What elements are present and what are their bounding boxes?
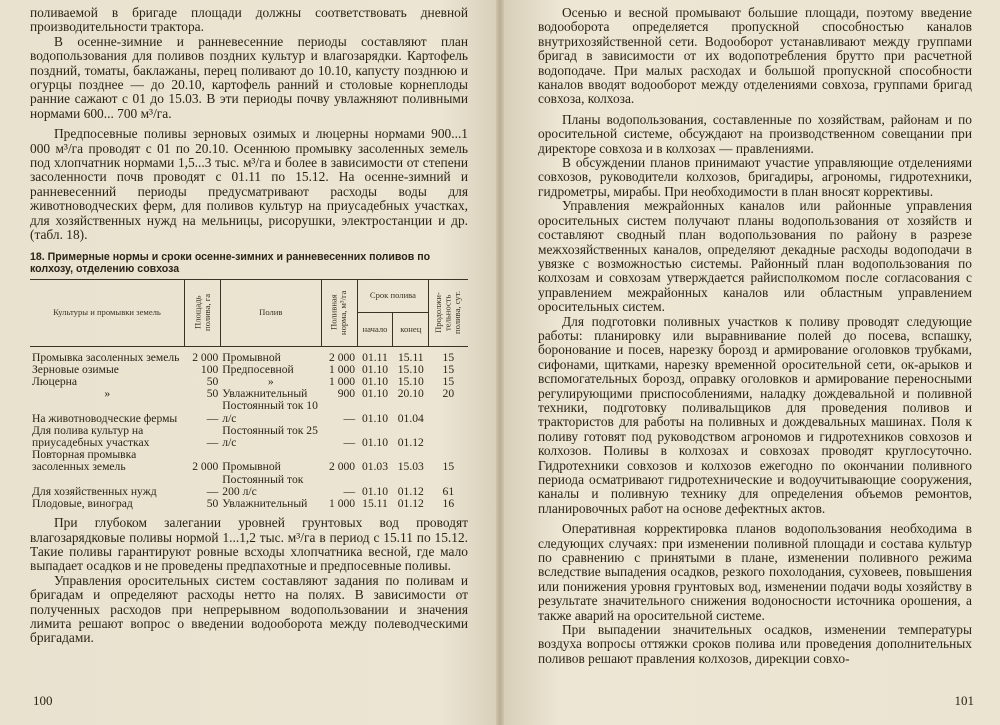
table-caption: 18. Примерные нормы и сроки осенне-зимних и ранневесенних поливов по колхозу, отделению совхоза (30, 250, 431, 275)
right-paragraph-6: Оперативная корректировка планов водопользования необходима в следующих случаях: при изменении поливной площади и состава культур по сравнению с принятыми в плане, изменении поливного режима вследствие выпадения осадков, резкого похолодания, суховеев, повышения или понижения уровня грунтовых вод, изменении подачи воды хозяйству в результате значительного снижения водоносности источника орошения, а также аварий на оросительной системе. (538, 521, 972, 623)
header-duration: Продолжи-тельность полива, сут. (429, 279, 468, 346)
table-row: » 50 Увлажнительный 900 01.10 20.10 20 (104, 387, 455, 401)
left-paragraph-1: поливаемой в бригаде площади должны соответствовать дневной производительности трактора. (30, 5, 468, 35)
header-end: конец (393, 313, 429, 347)
right-paragraph-1: Осенью и весной промывают большие площади, поэтому введение водооборота определяется пропускной способностью каналов внутрихозяйственной сети. Водооборот устанавливают между группами бригад в зависимости от их водопотребления брутто при расчетной водоподаче. При малых расходах и большой пропускной способности каналов вводят водооборот между отделениями совхоза, группами бригад совхоза, колхоза. (538, 5, 972, 107)
table-row: Зерновые озимые 100 Предпосевной 1 000 01.10 15.10 15 (32, 362, 455, 376)
table-row: Для полива культур на приусадебных участках — Постоянный ток 25 л/с — 01.10 01.12 (32, 423, 424, 449)
page-number-left: 100 (33, 693, 53, 708)
header-irrigation: Полив (220, 279, 321, 346)
right-paragraph-5: Для подготовки поливных участков к поливу проводят следующие работы: планировку или выравнивание полей до посева, вспашку, боронование и посев, нарезку борозд и армирование оголовков трубками, сифонами, щитками, нарезку временной оросительной сети, ок-арыков и вспомогательных борозд, оправку оголовков и армирование переносными регулирующими приспособлениями, наладку дождевальной и поливной техники, подготовку поливальщиков для проведения поливов и трактористов для работы на поливных и дождевальных машинах. Поля к поливу готовят под руководством агрономов и гидротехников совхозов и колхозов. Поливы в колхозах и совхозах проводят круглосуточно. Гидротехники совхозов и колхозов ежегодно по окончании поливного периода осматривают гидротехнические и водоучитывающие сооружения, каналы и поливную технику для определения объемов ремонтов, планировочных работ на основе дефектных актов. (538, 313, 972, 516)
right-page (500, 0, 1000, 725)
left-paragraph-4: При глубоком залегании уровней грунтовых вод проводят влагозарядковые поливы нормой 1...1,2 тыс. м³/га в период с 15.11 по 15.12. Такие поливы гарантируют ровные всходы хлопчатника весной, где мало выпадает осадков и не проведены предпахотные и предпосевные поливы. (30, 515, 468, 574)
right-paragraph-3: В обсуждении планов принимают участие управляющие отделениями совхозов, руководители колхозов, бригадиры, агрономы, гидротехники, гидрометры, мирабы. При необходимости в план вносят коррективы. (538, 155, 972, 199)
left-paragraph-3: Предпосевные поливы зерновых озимых и люцерны нормами 900...1 000 м³/га проводят с 01 по 20.10. Осеннюю промывку засоленных земель под хлопчатник нормами 1,5...3 тыс. м³/га и более в зависимости от степени засоленности почв проводят с 01.11 по 15.12. На осенне-зимний и ранневесенний периоды предусматривают расходы воды для животноводческих ферм, для поливов культур на приусадебных участках, для хозяйственных нужд на мельницы, рисорушки, электростанции и др. (табл. 18). (30, 126, 468, 243)
right-paragraph-4: Управления межрайонных каналов или районные управления оросительных систем получают планы водопользования от хозяйств и составляют сводный план водопользования по району в разрезе межхозяйственных каналов, определяют декадные расходы водоподачи в увязке с возможностью системы. Районный план водопользования по колхозам и совхозам утверждается райисполкомом после согласования с управлением межрайонных каналов или областным управлением оросительных систем. (538, 198, 972, 315)
right-paragraph-7: При выпадении значительных осадков, изменении температуры воздуха вопросы оттяжки сроков полива или проведения дополнительных поливов решают правления колхозов, дирекции совхо- (538, 622, 972, 666)
table-row: Люцерна 50 » 1 000 01.10 15.10 15 (32, 374, 455, 388)
book-gutter (496, 0, 504, 725)
left-paragraph-5: Управления оросительных систем составляют задания по поливам и бригадам и определяют расходы нетто на полях. В зависимости от полученных расходов при непрерывном водопользовании и значения лимита решают вопрос о введении водооборота между полеводческими бригадами. (30, 572, 468, 646)
left-paragraph-2: В осенне-зимние и ранневесенние периоды составляют план водопользования для поливов поздних культур и влагозарядки. Картофель поздний, томаты, баклажаны, перец поливают до 10.10, капусту позднюю и огурцы позднее — до 20.10, картофель ранний и столовые корнеплоды ранние сажают с 01 до 15.03. В эти периоды почву увлажняют поливными нормами 600... 700 м³/га. (30, 33, 468, 121)
table-row: Промывка засоленных земель 2 000 Промывной 2 000 01.11 15.11 15 (32, 350, 455, 364)
table-row: Плодовые, виноград 50 Увлажнительный 1 000 15.11 01.12 16 (32, 496, 455, 510)
table-row: На животноводческие фермы — Постоянный ток 10 л/с — 01.10 01.04 (32, 399, 424, 425)
irrigation-table (30, 279, 468, 511)
header-crops: Культуры и промывки земель (30, 279, 185, 346)
page-number-right: 101 (954, 693, 974, 708)
header-area: Площадь полива, га (185, 279, 221, 346)
right-paragraph-2: Планы водопользования, составленные по хозяйствам, районам и по оросительной системе, обсуждают на производственном совещании при директоре совхоза и в колхозах — правлениями. (538, 111, 972, 156)
header-norm: Поливная норма, м³/га (321, 279, 357, 346)
header-period: Срок полива (357, 279, 429, 313)
header-start: начало (357, 313, 393, 347)
table-row: Для хозяйственных нужд — Постоянный ток 200 л/с — 01.10 01.12 61 (32, 472, 455, 498)
table-row: Повторная промывка засоленных земель 2 000 Промывной 2 000 01.03 15.03 15 (32, 448, 455, 474)
